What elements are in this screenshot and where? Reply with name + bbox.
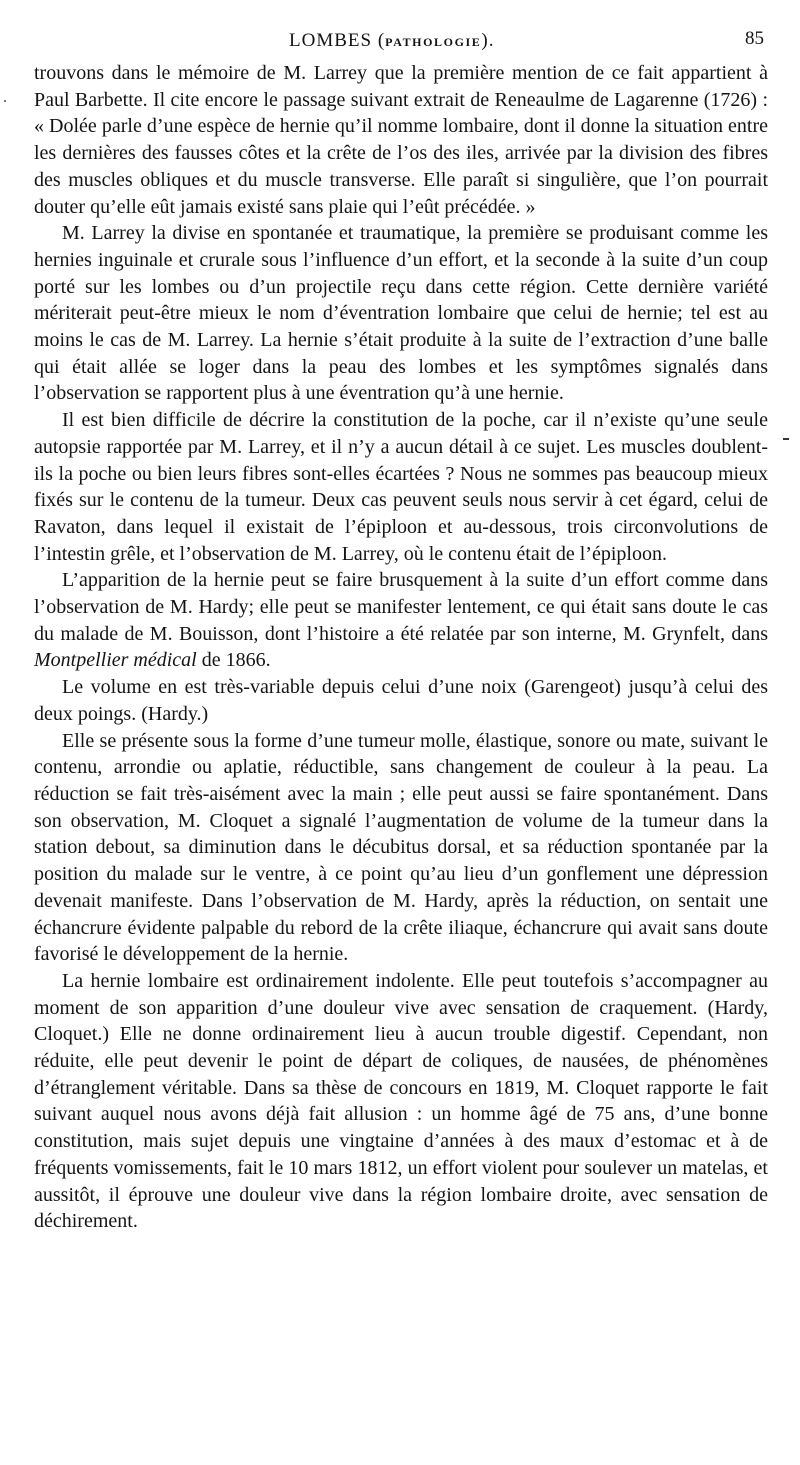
- paragraph-2: M. Larrey la divise en spontanée et traumatique, la première se produisant comme les hernies inguinale et crurale sous l’influence d’un effort, et la seconde à la suite d’un coup porté sur les lombes ou d’un projectile reçu dans cette région. Cette dernière variété mériterait peut-être mieux le nom d’éventration lombaire que celui de hernie; tel est au moins le cas de M. Larrey. La hernie s’était produite à la suite de l’extraction d’une balle qui était allée se loger dans la peau des lombes et les symptômes signalés dans l’observation se rapportent plus à une éventration qu’à une hernie.: [34, 222, 768, 405]
- print-speck: [4, 100, 6, 102]
- journal-title: Montpellier médical: [34, 649, 197, 672]
- running-title-small: PATHOLOGIE: [385, 35, 482, 49]
- paragraph-5: Le volume en est très-variable depuis celui d’une noix (Garengeot) jusqu’à celui des deux poings. (Hardy.): [34, 676, 768, 725]
- paragraph-4: [34, 567, 768, 674]
- paragraph-1: trouvons dans le mémoire de M. Larrey que la première mention de ce fait appartient à Paul Barbette. Il cite encore le passage suivant extrait de Reneaulme de Lagarenne (1726) : « Dolée parle d’une espèce de hernie qu’il nomme lombaire, dont il donne la situation entre les dernières des fausses côtes et la crête de l’os des iles, arrivée par la division des fibres des muscles obliques et du muscle transverse. Elle paraît si singulière, que l’on pourrait douter qu’elle eût jamais existé sans plaie qui l’eût précédée. »: [34, 62, 768, 218]
- paragraph-4-text: L’apparition de la hernie peut se faire brusquement à la suite d’un effort comme dans l’observation de M. Hardy; elle peut se manifester lentement, ce qui était sans doute le cas du malade de M. Bouisson, dont l’histoire a été relatée par son interne, M. Grynfelt, dans: [34, 569, 768, 645]
- running-title: [289, 30, 494, 52]
- running-header: [34, 26, 768, 60]
- body-text: [34, 60, 768, 1235]
- running-title-end: ).: [481, 30, 495, 51]
- running-title-main: LOMBES (: [289, 30, 386, 51]
- page-number: 85: [745, 28, 764, 49]
- paragraph-6: Elle se présente sous la forme d’une tumeur molle, élastique, sonore ou mate, suivant le contenu, arrondie ou aplatie, réductible, sans changement de couleur à la peau. La réduction se fait très-aisément avec la main ; elle peut aussi se faire spontanément. Dans son observation, M. Cloquet a signalé l’augmentation de volume de la tumeur dans la station debout, sa diminution dans le décubitus dorsal, et sa réduction spontanée par la position du malade sur le ventre, à ce point qu’au lieu d’un gonflement une dépression devenait manifeste. Dans l’observation de M. Hardy, après la réduction, on sentait une échancrure évidente palpable du rebord de la crête iliaque, échancrure qui avait sans doute favorisé le développement de la hernie.: [34, 729, 768, 966]
- paragraph-3: Il est bien difficile de décrire la constitution de la poche, car il n’existe qu’une seule autopsie rapportée par M. Larrey, et il n’y a aucun détail à ce sujet. Les muscles doublent-ils la poche ou bien leurs fibres sont-elles écartées ? Nous ne sommes pas beaucoup mieux fixés sur le contenu de la tumeur. Deux cas peuvent seuls nous servir à cet égard, celui de Ravaton, dans lequel il existait de l’épiploon et au-dessous, trois circonvolutions de l’intestin grêle, et l’observation de M. Larrey, où le contenu était de l’épiploon.: [34, 409, 768, 565]
- margin-mark: [783, 438, 789, 440]
- paragraph-4-end: de 1866.: [196, 649, 271, 672]
- paragraph-7: La hernie lombaire est ordinairement indolente. Elle peut toutefois s’accompagner au moment de son apparition d’une douleur vive avec sensation de craquement. (Hardy, Cloquet.) Elle ne donne ordinairement lieu à aucun trouble digestif. Cependant, non réduite, elle peut devenir le point de départ de coliques, de nausées, de phénomènes d’étranglement véritable. Dans sa thèse de concours en 1819, M. Cloquet rapporte le fait suivant auquel nous avons déjà fait allusion : un homme âgé de 75 ans, d’une bonne constitution, mais sujet depuis une vingtaine d’années à des maux d’estomac et à de fréquents vomissements, fait le 10 mars 1812, un effort violent pour soulever un matelas, et aussitôt, il éprouve une douleur vive dans la région lombaire droite, avec sensation de déchirement.: [34, 969, 768, 1233]
- page: [34, 26, 768, 1235]
